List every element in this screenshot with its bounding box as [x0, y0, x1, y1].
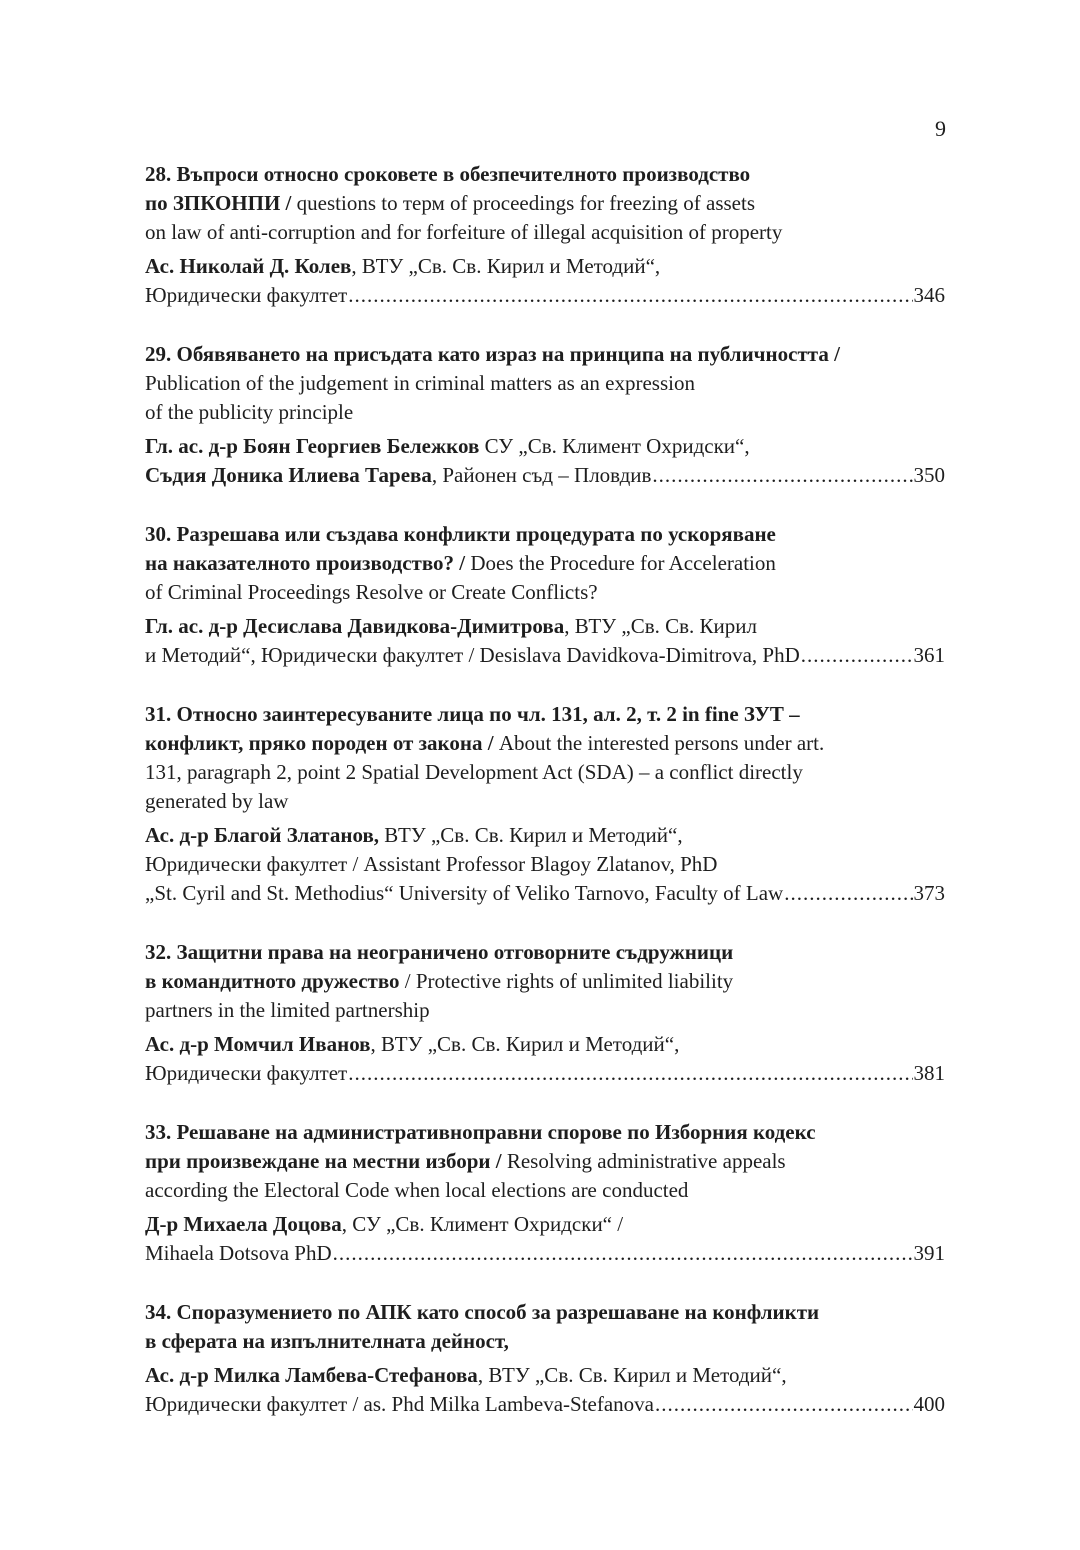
title-text: partners in the limited partnership [145, 998, 430, 1022]
title-bold-text: 34. Споразумението по АПК като способ за разрешаване на конфликти [145, 1300, 820, 1324]
entry-page-number: 373 [913, 881, 945, 905]
author-line [145, 1210, 945, 1239]
leader-line [145, 1390, 945, 1419]
dot-leader [348, 281, 912, 310]
entry-page-number: 361 [913, 643, 945, 667]
title-text: on law of anti-corruption and for forfeiture of illegal acquisition of property [145, 220, 783, 244]
entry-title [145, 700, 945, 816]
toc-entry [145, 1118, 945, 1268]
author-affiliation: и Методий“, Юридически факултет / Desislava Davidkova-Dimitrova, PhD [145, 643, 800, 667]
title-bold-text: при произвеждане на местни избори / [145, 1149, 502, 1173]
author-affiliation: , СУ „Св. Климент Охридски“ / [341, 1212, 624, 1236]
toc-entry [145, 160, 945, 310]
title-line [145, 1298, 945, 1327]
title-text: generated by law [145, 789, 289, 813]
title-line [145, 520, 945, 549]
entry-title [145, 1298, 945, 1356]
author-name: Ас. д-р Момчил Иванов [145, 1032, 371, 1056]
author-name: Ас. д-р Благой Златанов, [145, 823, 380, 847]
author-line [145, 1030, 945, 1059]
author-line [145, 1361, 945, 1390]
title-line [145, 1118, 945, 1147]
title-text: of the publicity principle [145, 400, 354, 424]
author-affiliation: Mihaela Dotsova PhD [145, 1241, 332, 1265]
author-affiliation: ВТУ „Св. Св. Кирил и Методий“, [379, 823, 683, 847]
table-of-contents [145, 160, 945, 1449]
entry-page-number: 391 [913, 1241, 945, 1265]
leader-text [145, 879, 783, 908]
title-text: / Protective rights of unlimited liability [399, 969, 734, 993]
title-line [145, 700, 945, 729]
author-name: Гл. ас. д-р Боян Георгиев Бележков [145, 434, 480, 458]
author-affiliation: , ВТУ „Св. Св. Кирил и Методий“, [477, 1363, 787, 1387]
title-text: questions to терм of proceedings for freezing of assets [291, 191, 756, 215]
author-affiliation: „St. Cyril and St. Methodius“ University of Veliko Tarnovo, Faculty of Law [145, 881, 784, 905]
title-text: Does the Procedure for Acceleration [465, 551, 776, 575]
title-bold-text: по ЗПКОНПИ / [145, 191, 292, 215]
title-bold-text: 31. Относно заинтересуваните лица по чл. 131, ал. 2, т. 2 in fine ЗУТ – [145, 702, 800, 726]
dot-leader [348, 1059, 912, 1088]
title-line [145, 578, 945, 607]
author-line [145, 252, 945, 281]
author-name: Съдия Доника Илиева Тарева [145, 463, 432, 487]
entry-title [145, 1118, 945, 1205]
title-line [145, 1147, 945, 1176]
title-bold-text: в сферата на изпълнителната дейност, [145, 1329, 509, 1353]
title-line [145, 758, 945, 787]
title-line [145, 160, 945, 189]
entry-title [145, 340, 945, 427]
dot-leader [333, 1239, 913, 1268]
author-affiliation: Юридически факултет [145, 1061, 348, 1085]
entry-author [145, 432, 945, 490]
author-affiliation: Юридически факултет / as. Phd Milka Lambeva-Stefanova [145, 1392, 654, 1416]
author-name: Гл. ас. д-р Десислава Давидкова-Димитрова [145, 614, 565, 638]
title-line [145, 967, 945, 996]
entry-title [145, 160, 945, 247]
toc-entry [145, 1298, 945, 1419]
title-bold-text: 33. Решаване на административноправни спорове по Изборния кодекс [145, 1120, 816, 1144]
author-line [145, 850, 945, 879]
title-text: Publication of the judgement in criminal matters as an expression [145, 371, 695, 395]
author-affiliation: Юридически факултет [145, 283, 348, 307]
author-affiliation: Юридически факултет / Assistant Professor Blagoy Zlatanov, PhD [145, 852, 718, 876]
toc-entry [145, 340, 945, 490]
entry-author [145, 1361, 945, 1419]
entry-page-number: 350 [913, 463, 945, 487]
title-line [145, 1327, 945, 1356]
title-text: 131, paragraph 2, point 2 Spatial Development Act (SDA) – a conflict directly [145, 760, 803, 784]
title-bold-text: 32. Защитни права на неограничено отговорните съдружници [145, 940, 734, 964]
dot-leader [784, 879, 912, 908]
leader-line [145, 1239, 945, 1268]
toc-entry [145, 520, 945, 670]
author-affiliation: , ВТУ „Св. Св. Кирил и Методий“, [351, 254, 661, 278]
title-text: according the Electoral Code when local elections are conducted [145, 1178, 689, 1202]
entry-title [145, 938, 945, 1025]
author-line [145, 612, 945, 641]
leader-line [145, 281, 945, 310]
title-line [145, 1176, 945, 1205]
title-line [145, 549, 945, 578]
leader-text [145, 281, 347, 310]
dot-leader [801, 641, 913, 670]
title-bold-text: 28. Въпроси относно сроковете в обезпечителното производство [145, 162, 751, 186]
entry-author [145, 612, 945, 670]
author-line [145, 432, 945, 461]
dot-leader [652, 461, 912, 490]
toc-entry [145, 700, 945, 908]
author-affiliation: , ВТУ „Св. Св. Кирил [564, 614, 758, 638]
title-line [145, 996, 945, 1025]
author-affiliation: СУ „Св. Климент Охридски“, [479, 434, 750, 458]
title-line [145, 729, 945, 758]
entry-author [145, 821, 945, 908]
leader-text [145, 461, 651, 490]
title-line [145, 340, 945, 369]
author-name: Ас. Николай Д. Колев [145, 254, 352, 278]
title-text: Resolving administrative appeals [501, 1149, 786, 1173]
title-text: of Criminal Proceedings Resolve or Create Conflicts? [145, 580, 598, 604]
title-bold-text: 29. Обявяването на присъдата като израз на принципа на публичността / [145, 342, 840, 366]
entry-title [145, 520, 945, 607]
title-line [145, 369, 945, 398]
title-line [145, 787, 945, 816]
entry-author [145, 252, 945, 310]
title-line [145, 218, 945, 247]
title-line [145, 398, 945, 427]
leader-text [145, 1059, 347, 1088]
entry-author [145, 1030, 945, 1088]
leader-text [145, 1390, 654, 1419]
author-affiliation: , ВТУ „Св. Св. Кирил и Методий“, [370, 1032, 680, 1056]
author-affiliation: , Районен съд – Пловдив [431, 463, 652, 487]
author-name: Ас. д-р Милка Ламбева-Стефанова [145, 1363, 478, 1387]
leader-text [145, 641, 800, 670]
leader-line [145, 879, 945, 908]
page-number: 9 [935, 116, 946, 141]
dot-leader [655, 1390, 913, 1419]
leader-text [145, 1239, 332, 1268]
title-bold-text: на наказателното производство? / [145, 551, 466, 575]
entry-page-number: 346 [913, 283, 945, 307]
title-bold-text: конфликт, пряко породен от закона / [145, 731, 494, 755]
title-bold-text: 30. Разрешава или създава конфликти процедурата по ускоряване [145, 522, 776, 546]
author-line [145, 821, 945, 850]
toc-entry [145, 938, 945, 1088]
leader-line [145, 641, 945, 670]
entry-page-number: 381 [913, 1061, 945, 1085]
leader-line [145, 461, 945, 490]
entry-author [145, 1210, 945, 1268]
title-line [145, 189, 945, 218]
title-line [145, 938, 945, 967]
leader-line [145, 1059, 945, 1088]
entry-page-number: 400 [913, 1392, 945, 1416]
title-text: About the interested persons under art. [493, 731, 825, 755]
author-name: Д-р Михаела Доцова [145, 1212, 342, 1236]
title-bold-text: в командитното дружество [145, 969, 400, 993]
